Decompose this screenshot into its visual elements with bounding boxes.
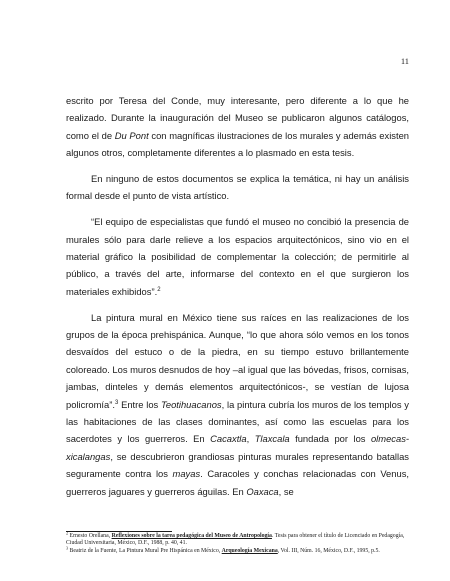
footnote-divider bbox=[66, 531, 172, 532]
text-run: , bbox=[246, 433, 255, 445]
text-run: Beatriz de la Fuente, La Pintura Mural Pre Hispánica en México, bbox=[68, 547, 222, 554]
text-run: mayas bbox=[172, 468, 201, 480]
text-run: “El equipo de especialistas que fundó el museo no concibió la presencia de murales sólo para darle relieve a los espacios arquitectónicos, sino vio en el material gráfico la posibilidad de complementar la colección; de permitirle al público, a través del arte, informarse del contexto en el que surgieron los materiales exhibidos”. bbox=[66, 216, 409, 297]
text-run: . Caracoles y conchas relacionadas con Venus, guerreros jaguares y guerreros águilas. En bbox=[66, 468, 409, 497]
text-run: , se bbox=[278, 485, 294, 497]
body-text bbox=[66, 92, 409, 500]
text-run: En ninguno de estos documentos se explica la temática, ni hay un análisis formal desde el punto de vista artístico. bbox=[66, 173, 409, 202]
paragraph bbox=[66, 213, 409, 300]
text-run: olmecas-xicalangas bbox=[66, 433, 409, 462]
footnotes bbox=[66, 530, 409, 555]
text-run: Tlaxcala bbox=[254, 433, 290, 445]
text-run: escrito por Teresa del Conde, muy interesante, pero diferente a lo que he realizado. Durante la inauguración del Museo se publicaron algunos catálogos, como el de bbox=[66, 95, 409, 141]
footnote-ref: 2 bbox=[66, 530, 69, 536]
footnote-ref: 3 bbox=[66, 545, 69, 551]
text-run: Du Pont bbox=[114, 129, 149, 141]
text-run: Teotihuacanos bbox=[160, 398, 222, 410]
text-run: Reflexiones sobre la tarea pedagógica del Museo de Antropología bbox=[111, 533, 272, 539]
text-run: Cacaxtla bbox=[210, 433, 247, 445]
footnote-ref: 2 bbox=[157, 286, 161, 293]
text-run: Ernesto Orellana, bbox=[68, 533, 112, 539]
footnote-ref: 3 bbox=[114, 399, 119, 406]
text-run: , la pintura cubría los muros de los templos y las habitaciones de las clases dominantes, así como las escuelas para los sacerdotes y los guerreros. En bbox=[66, 398, 409, 445]
text-run: , Vol. III, Núm. 16, México, D.F., 1995, p.5. bbox=[277, 547, 380, 554]
text-run: . Tesis para obtener el título de Licenciado en Pedagogía, Ciudad Universitaria, México, D.F., 1988, p. 40, 41. bbox=[66, 533, 405, 547]
page-number: 11 bbox=[400, 56, 409, 66]
footnote bbox=[66, 545, 409, 555]
text-run: , se descubrieron grandiosas pinturas murales representando batallas seguramente contra los bbox=[66, 450, 409, 480]
paragraph bbox=[66, 309, 409, 500]
text-run: La pintura mural en México tiene sus raíces en las realizaciones de los grupos de la época prehispánica. Aunque, “lo que ahora sólo vemos en los tonos desvaídos del estuco o de la piedra, en su tiempo estuvo brillantemente coloreado. Los muros desnudos de hoy –al igual que las bóvedas, frisos, cornisas, jambas, dinteles y demás elementos arquitectónicos-, se vestían de lujosa policromía”. bbox=[66, 311, 409, 410]
paragraph bbox=[66, 92, 409, 162]
paragraph bbox=[66, 170, 409, 205]
text-run: Arqueología Mexicana bbox=[221, 547, 278, 554]
text-run: con magníficas ilustraciones de los murales y además existen algunos otros, completamente diferentes a lo plasmado en esta tesis. bbox=[66, 129, 410, 159]
text-run: Entre los bbox=[118, 398, 161, 410]
text-run: Oaxaca bbox=[246, 485, 279, 497]
text-run: fundada por los bbox=[289, 433, 371, 445]
